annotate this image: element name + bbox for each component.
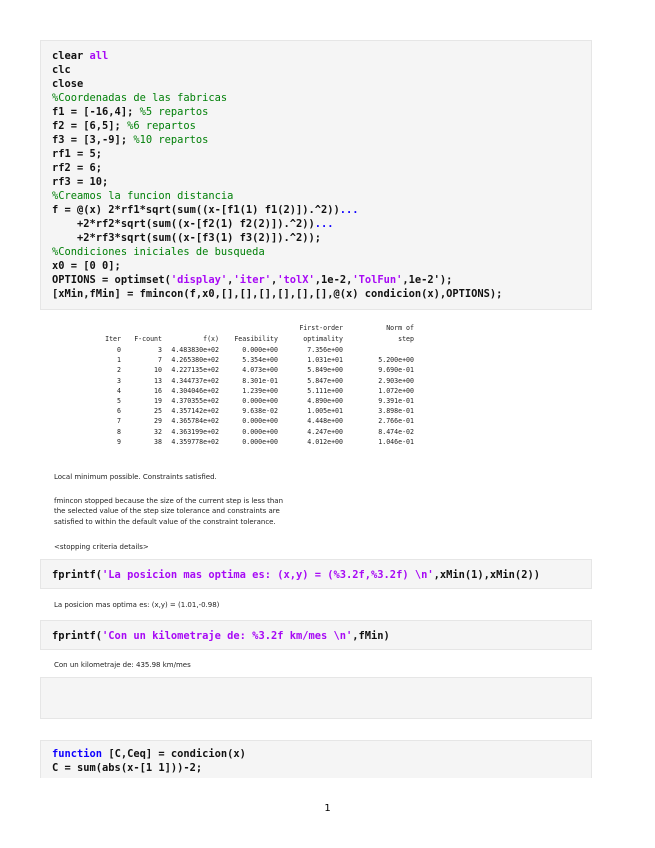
code-cell-fprintf-position[interactable] <box>40 559 592 589</box>
table-cell: 0.000e+00 <box>242 417 278 426</box>
table-cell: 1.239e+00 <box>242 386 278 395</box>
code-token: close <box>52 78 84 90</box>
table-header-cell: First-order <box>299 324 343 332</box>
code-line <box>52 747 246 761</box>
code-line <box>52 147 102 161</box>
table-cell: 4.890e+00 <box>307 397 343 405</box>
table-cell: 5 <box>117 397 121 405</box>
table-cell: 2.766e-01 <box>378 417 414 426</box>
stop-message-line-2: the selected value of the step size tolerance and constraints are <box>54 507 280 515</box>
table-header-cell: F-count <box>134 335 162 343</box>
code-token: fprintf( <box>52 630 103 642</box>
table-cell: 9.391e-01 <box>378 397 414 405</box>
code-token: 'tolX' <box>277 274 315 286</box>
code-token: ,1e-2'); <box>402 274 453 286</box>
table-cell: 1.005e+01 <box>307 407 343 416</box>
table-header-cell: Feasibility <box>234 335 278 343</box>
code-token: function <box>52 748 109 760</box>
code-token: , <box>227 274 234 286</box>
table-cell: 38 <box>154 437 162 446</box>
table-header-cell: step <box>398 335 414 343</box>
stop-message-line-1: fmincon stopped because the size of the current step is less than <box>54 497 284 505</box>
table-cell: 8 <box>117 427 121 436</box>
table-cell: 4.365784e+02 <box>171 417 219 426</box>
table-cell: 3 <box>158 346 162 354</box>
table-cell: 4.357142e+02 <box>171 407 219 416</box>
table-header-cell: optimality <box>303 335 343 343</box>
code-token: f1 = [-16,4]; <box>52 106 140 118</box>
code-line <box>52 203 359 217</box>
code-cell-script[interactable] <box>40 40 592 310</box>
local-minimum-message: Local minimum possible. Constraints satisfied. <box>54 473 217 481</box>
table-cell: 3 <box>117 376 121 385</box>
code-token: clear <box>52 50 90 62</box>
code-line <box>52 245 265 259</box>
table-cell: 0.000e+00 <box>242 427 278 436</box>
code-line <box>52 259 121 273</box>
code-token: +2*rf3*sqrt(sum((x-[f3(1) f3(2)]).^2)); <box>52 232 321 244</box>
code-line <box>52 161 102 175</box>
table-cell: 9.638e-02 <box>242 407 278 416</box>
table-cell: 1.046e-01 <box>378 437 414 446</box>
code-token: ,fMin) <box>352 630 390 642</box>
table-cell: 1.072e+00 <box>378 386 414 395</box>
code-token: %Creamos la funcion distancia <box>52 190 234 202</box>
table-cell: 0 <box>117 346 121 354</box>
table-cell: 19 <box>154 397 162 405</box>
code-token: rf1 = 5; <box>52 148 103 160</box>
code-token: %6 repartos <box>127 120 196 132</box>
code-cell-fprintf-distance[interactable] <box>40 620 592 650</box>
table-cell: 8.474e-02 <box>378 427 414 436</box>
code-token: f3 = [3,-9]; <box>52 134 134 146</box>
code-token: , <box>270 274 278 286</box>
code-line <box>52 189 233 203</box>
table-cell: 5.847e+00 <box>307 376 343 385</box>
code-token: C = sum(abs(x-[1 1]))-2; <box>52 762 203 774</box>
code-line <box>52 77 83 91</box>
table-cell: 4.448e+00 <box>307 417 343 426</box>
code-token: fprintf( <box>52 569 103 581</box>
table-cell: 4.363199e+02 <box>171 427 219 436</box>
code-line <box>52 287 502 301</box>
table-cell: 1 <box>117 356 121 365</box>
page-number: 1 <box>324 803 331 814</box>
code-token: OPTIONS = optimset( <box>52 274 171 286</box>
code-token: [xMin,fMin] = fmincon(f,x0,[],[],[],[],[],[],@(x) condicion(x),OPTIONS); <box>52 288 503 300</box>
table-cell: 4.012e+00 <box>307 437 343 446</box>
table-cell: 7 <box>117 417 121 426</box>
table-cell: 4.359778e+02 <box>171 437 219 446</box>
table-cell: 4.304046e+02 <box>171 386 219 395</box>
code-line <box>52 273 452 287</box>
table-cell: 7 <box>158 356 162 365</box>
table-cell: 4.370355e+02 <box>171 397 219 405</box>
code-token: %Condiciones iniciales de busqueda <box>52 246 265 258</box>
stop-message-line-3: satisfied to within the default value of the constraint tolerance. <box>54 518 276 526</box>
code-token: %10 repartos <box>133 134 209 146</box>
code-token: 'TolFun' <box>352 274 403 286</box>
code-line <box>52 63 71 77</box>
code-line <box>52 568 540 582</box>
table-cell: 2.903e+00 <box>378 376 414 385</box>
code-line <box>52 91 227 105</box>
table-cell: 8.301e-01 <box>242 376 278 385</box>
distance-output: Con un kilometraje de: 435.98 km/mes <box>54 661 191 669</box>
code-token: 'display' <box>170 274 228 286</box>
table-cell: 5.200e+00 <box>378 356 414 365</box>
code-token: 'Con un kilometraje de: %3.2f km/mes \n' <box>102 630 353 642</box>
table-header-cell: Iter <box>105 335 121 343</box>
table-cell: 4.073e+00 <box>242 366 278 375</box>
code-line <box>52 133 208 147</box>
table-header-cell: f(x) <box>203 335 219 343</box>
code-token: rf2 = 6; <box>52 162 103 174</box>
table-cell: 4.247e+00 <box>307 427 343 436</box>
table-cell: 32 <box>154 427 162 436</box>
table-cell: 9 <box>117 437 121 446</box>
code-line <box>52 629 390 643</box>
code-token: f2 = [6,5]; <box>52 120 128 132</box>
code-token: 'iter' <box>233 274 271 286</box>
table-cell: 3.898e-01 <box>378 407 414 416</box>
code-line <box>52 175 108 189</box>
table-cell: 0.000e+00 <box>242 437 278 446</box>
table-cell: 0.000e+00 <box>242 397 278 405</box>
table-cell: 16 <box>154 386 162 395</box>
position-output: La posicion mas optima es: (x,y) = (1.01,-0.98) <box>54 601 220 609</box>
code-cell-function[interactable] <box>40 740 592 778</box>
code-line <box>52 105 208 119</box>
table-cell: 10 <box>154 366 162 375</box>
table-cell: 9.690e-01 <box>378 366 414 375</box>
code-token: f = @(x) 2*rf1*sqrt(sum((x-[f1(1) f1(2)]).^2)) <box>52 204 340 216</box>
code-token: ... <box>339 204 359 216</box>
stopping-criteria-link[interactable]: <stopping criteria details> <box>54 543 149 551</box>
table-cell: 4.344737e+02 <box>171 376 219 385</box>
table-cell: 13 <box>154 376 162 385</box>
code-token: clc <box>52 64 71 76</box>
code-line <box>52 217 334 231</box>
table-cell: 5.849e+00 <box>307 366 343 375</box>
table-cell: 4.483830e+02 <box>171 346 219 354</box>
code-line <box>52 231 321 245</box>
table-cell: 7.356e+00 <box>307 346 343 354</box>
code-line <box>52 119 196 133</box>
code-cell-empty[interactable] <box>40 677 592 719</box>
code-token: %5 repartos <box>139 106 209 118</box>
table-cell: 4.227135e+02 <box>171 366 219 375</box>
code-token: ... <box>314 218 334 230</box>
code-token: 'La posicion mas optima es: (x,y) = (%3.2f,%3.2f) \n' <box>102 569 434 581</box>
code-line <box>52 49 108 63</box>
code-token: +2*rf2*sqrt(sum((x-[f2(1) f2(2)]).^2)) <box>52 218 315 230</box>
table-cell: 1.031e+01 <box>307 356 343 365</box>
table-cell: 5.111e+00 <box>307 386 343 395</box>
code-token: ,1e-2, <box>314 274 353 286</box>
code-token: x0 = [0 0]; <box>52 260 121 272</box>
code-token: ,xMin(1),xMin(2)) <box>433 569 540 581</box>
table-cell: 0.000e+00 <box>242 346 278 354</box>
table-cell: 4.265380e+02 <box>171 356 219 365</box>
table-cell: 5.354e+00 <box>242 356 278 365</box>
code-token: [C,Ceq] = condicion(x) <box>108 748 246 760</box>
code-token: %Coordenadas de las fabricas <box>52 92 228 104</box>
code-token: all <box>89 50 109 62</box>
table-cell: 2 <box>117 366 121 375</box>
table-cell: 25 <box>154 407 162 416</box>
table-cell: 6 <box>117 407 121 416</box>
code-token: rf3 = 10; <box>52 176 109 188</box>
table-cell: 4 <box>117 386 121 395</box>
table-header-cell: Norm of <box>386 324 414 332</box>
code-line <box>52 761 202 775</box>
table-cell: 29 <box>154 417 162 426</box>
